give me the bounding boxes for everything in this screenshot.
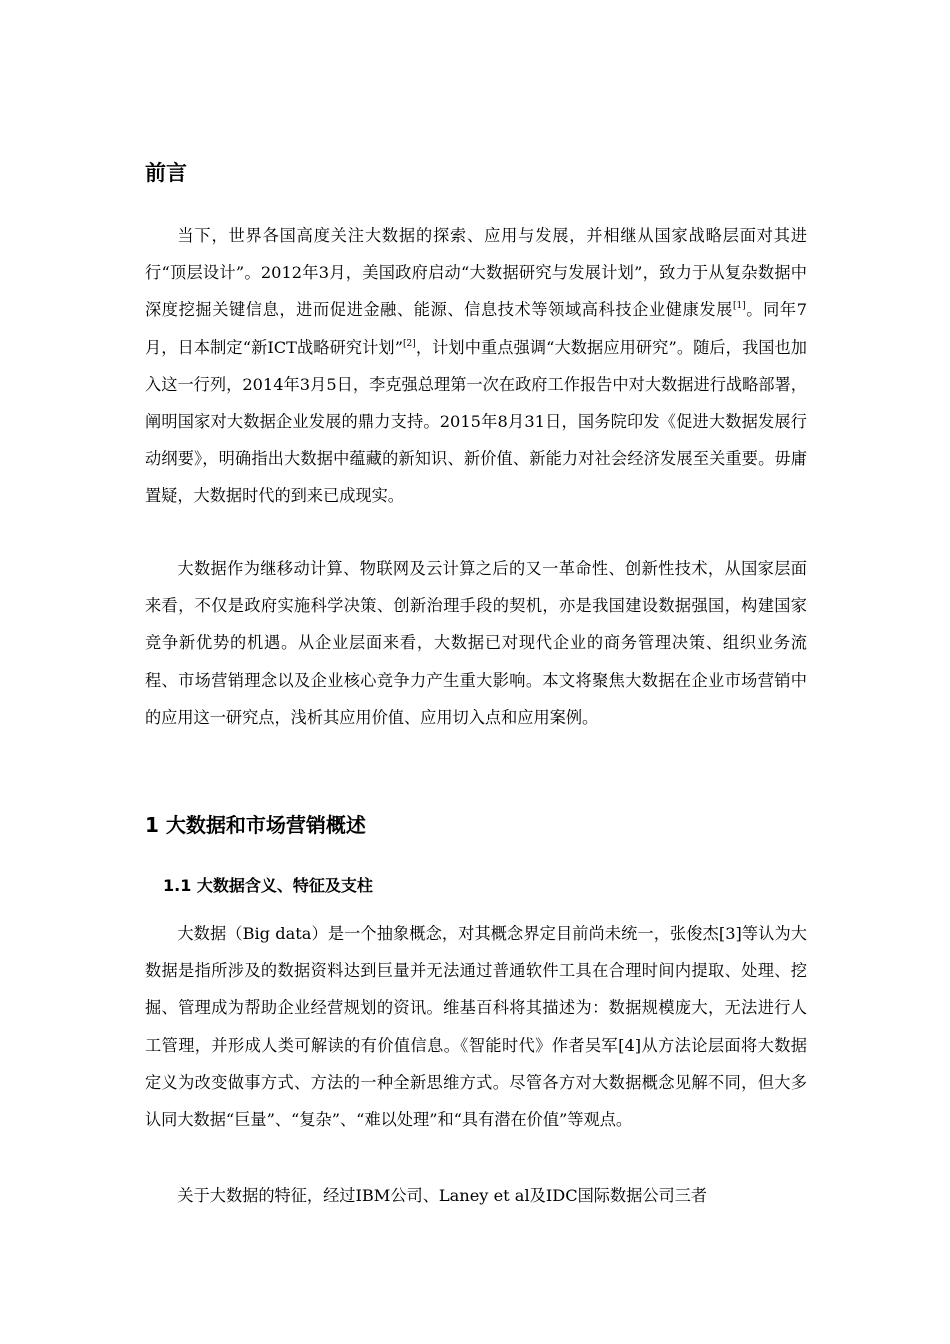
preface-p1-text-a: 当下，世界各国高度关注大数据的探索、应用与发展，并相继从国家战略层面对其进行“顶层设计”。2012年3月，美国政府启动“大数据研究与发展计划”，致力于从复杂数据中深度挖掘关键信息，进而促进金融、能源、信息技术等领域高科技企业健康发展 xyxy=(145,226,807,320)
preface-p1-text-b: 。同年7月，日本制定“新ICT战略研究计划” xyxy=(145,300,807,357)
section-1-heading: 1 大数据和市场营销概述 xyxy=(145,813,366,837)
preface-paragraph-2: 大数据作为继移动计算、物联网及云计算之后的又一革命性、创新性技术，从国家层面来看，不仅是政府实施科学决策、创新治理手段的契机，亦是我国建设数据强国，构建国家竞争新优势的机遇。从企业层面来看，大数据已对现代企业的商务管理决策、组织业务流程、市场营销理念以及企业核心竞争力产生重大影响。本文将聚焦大数据在企业市场营销中的应用这一研究点，浅析其应用价值、应用切入点和应用案例。 xyxy=(145,559,807,727)
section-1-1-paragraph-2: 关于大数据的特征，经过IBM公司、Laney et al及IDC国际数据公司三者 xyxy=(177,1186,708,1205)
preface-p1-text-c: ，计划中重点强调“大数据应用研究”。随后，我国也加入这一行列，2014年3月5日，李克强总理第一次在政府工作报告中对大数据进行战略部署，阐明国家对大数据企业发展的鼎力支持。2015年8月31日，国务院印发《促进大数据发展行动纲要》，明确指出大数据中蕴藏的新知识、新价值、新能力对社会经济发展至关重要。毋庸置疑，大数据时代的到来已成现实。 xyxy=(145,337,807,506)
preface-heading: 前言 xyxy=(145,161,187,185)
section-1-1-heading: 1.1 大数据含义、特征及支柱 xyxy=(163,876,373,895)
section-1-1-paragraph-1: 大数据（Big data）是一个抽象概念，对其概念界定目前尚未统一，张俊杰[3]等认为大数据是指所涉及的数据资料达到巨量并无法通过普通软件工具在合理时间内提取、处理、挖掘、管理成为帮助企业经营规划的资讯。维基百科将其描述为：数据规模庞大，无法进行人工管理，并形成人类可解读的有价值信息。《智能时代》作者吴军[4]从方法论层面将大数据定义为改变做事方式、方法的一种全新思维方式。尽管各方对大数据概念见解不同，但大多认同大数据“巨量”、“复杂”、“难以处理”和“具有潜在价值”等观点。 xyxy=(145,924,807,1130)
citation-ref-2[interactable]: [2] xyxy=(403,338,416,349)
citation-ref-1[interactable]: [1] xyxy=(732,301,746,312)
preface-paragraph-1 xyxy=(145,217,807,515)
